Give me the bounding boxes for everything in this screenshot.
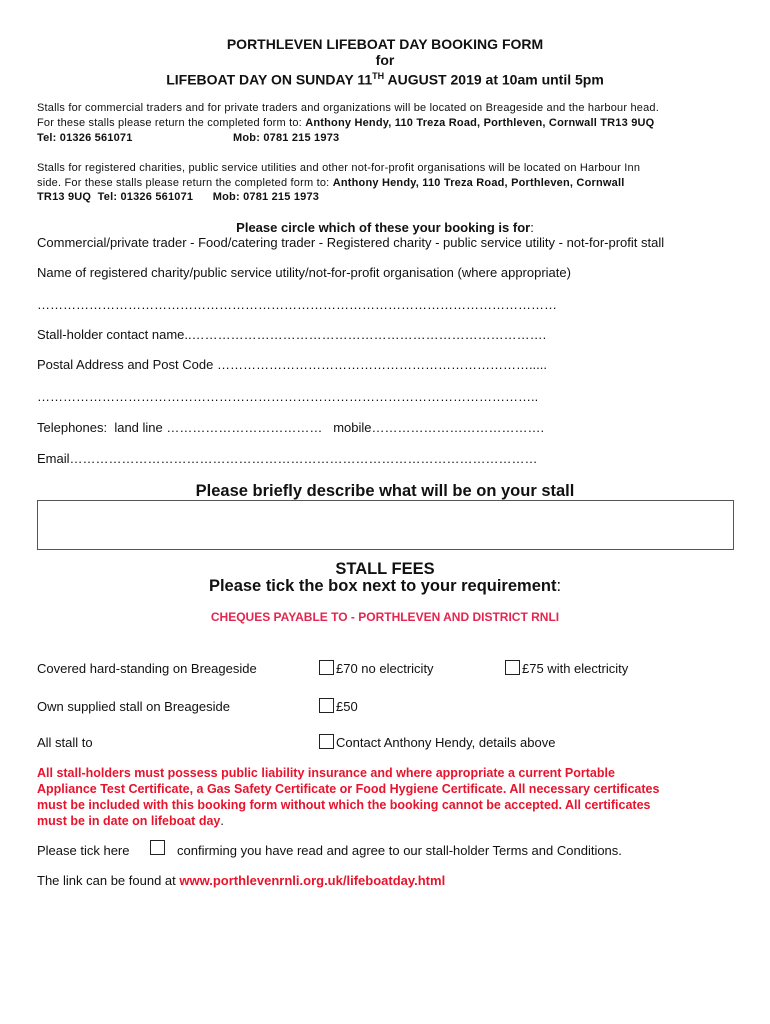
terms-checkbox[interactable] bbox=[150, 840, 165, 855]
checkbox-50[interactable] bbox=[319, 698, 334, 713]
org-name-label: Name of registered charity/public service utility/not-for-profit organisation (where appropriate) bbox=[37, 265, 571, 280]
warning-line-4 bbox=[37, 813, 737, 829]
warning-line-1: All stall-holders must possess public liability insurance and where appropriate a current Portable bbox=[37, 766, 615, 780]
email-field[interactable]: Email……………………………………………………………………………………………… bbox=[37, 451, 538, 466]
org-name-field[interactable]: ………………………………………………………………………………………………………… bbox=[37, 297, 557, 312]
option-contact-label: Contact Anthony Hendy, details above bbox=[336, 735, 556, 750]
postal-address-line-2[interactable]: …………………………………………………………………………………………………….. bbox=[37, 389, 539, 404]
terms-confirm-text: confirming you have read and agree to our stall-holder Terms and Conditions. bbox=[177, 843, 622, 858]
cheques-payable-note: CHEQUES PAYABLE TO - PORTHLEVEN AND DISTRICT RNLI bbox=[210, 610, 560, 624]
telephone-field[interactable]: Telephones: land line ……………………………… mobile…………………………………. bbox=[37, 420, 545, 435]
warning-line-4-text: must be in date on lifeboat day bbox=[37, 814, 221, 828]
describe-heading: Please briefly describe what will be on your stall bbox=[195, 482, 575, 500]
contact-name-field[interactable]: Stall-holder contact name..………………………………………………………………………. bbox=[37, 327, 547, 342]
option-70-label: £70 no electricity bbox=[336, 661, 434, 676]
circle-heading-text: Please circle which of these your booking is for bbox=[236, 220, 531, 235]
circle-heading bbox=[0, 220, 770, 236]
option-75-with-electricity[interactable] bbox=[505, 660, 628, 677]
option-50[interactable] bbox=[319, 698, 358, 715]
charity-address: Anthony Hendy, 110 Treza Road, Porthleven, Cornwall bbox=[332, 177, 625, 189]
charity-line-2 bbox=[37, 176, 737, 191]
stall-description-box[interactable] bbox=[37, 500, 734, 550]
warning-line-3: must be included with this booking form without which the booking cannot be accepted. All certificates bbox=[37, 798, 651, 812]
terms-link-line bbox=[37, 873, 445, 889]
stall-fees-heading: STALL FEES bbox=[335, 560, 435, 578]
tick-box-heading-text: Please tick the box next to your requirement bbox=[208, 577, 557, 595]
event-date-text: LIFEBOAT DAY ON SUNDAY 11 bbox=[166, 71, 373, 88]
circle-heading-colon: : bbox=[530, 220, 534, 235]
checkbox-contact[interactable] bbox=[319, 734, 334, 749]
event-date-heading bbox=[0, 68, 770, 89]
insurance-warning bbox=[37, 765, 737, 829]
checkbox-75[interactable] bbox=[505, 660, 520, 675]
terms-link[interactable]: www.porthlevenrnli.org.uk/lifeboatday.html bbox=[179, 873, 446, 888]
commercial-address: Anthony Hendy, 110 Treza Road, Porthleven, Cornwall TR13 9UQ bbox=[305, 117, 655, 129]
covered-standing-label: Covered hard-standing on Breageside bbox=[37, 661, 257, 676]
charity-line-1: Stalls for registered charities, public service utilities and other not-for-profit organisations will be located on Harbour Inn bbox=[37, 162, 641, 174]
commercial-tel: Tel: 01326 561071 bbox=[37, 132, 133, 144]
tick-here-label: Please tick here bbox=[37, 843, 130, 858]
date-suffix: TH bbox=[372, 71, 385, 81]
option-75-label: £75 with electricity bbox=[522, 661, 629, 676]
commercial-return-text: For these stalls please return the completed form to: bbox=[37, 117, 306, 129]
link-label: The link can be found at bbox=[37, 873, 180, 888]
commercial-line-1: Stalls for commercial traders and for private traders and organizations will be located on Breageside and the harbour head. bbox=[37, 102, 659, 114]
tick-box-heading-colon: : bbox=[556, 577, 562, 595]
postal-address-field[interactable]: Postal Address and Post Code ………………………………………………………………..... bbox=[37, 357, 548, 372]
checkbox-70[interactable] bbox=[319, 660, 334, 675]
commercial-mob: Mob: 0781 215 1973 bbox=[233, 132, 340, 144]
warning-line-2: Appliance Test Certificate, a Gas Safety Certificate or Food Hygiene Certificate. All necessary certificates bbox=[37, 782, 660, 796]
option-70-no-electricity[interactable] bbox=[319, 660, 434, 677]
booking-type-options[interactable]: Commercial/private trader - Food/catering trader - Registered charity - public service utility - not-for-profit stall bbox=[37, 235, 665, 250]
all-stall-label: All stall to bbox=[37, 735, 93, 750]
warning-line-4-end: . bbox=[220, 814, 224, 828]
event-time-text: AUGUST 2019 at 10am until 5pm bbox=[384, 71, 604, 88]
own-stall-label: Own supplied stall on Breageside bbox=[37, 699, 230, 714]
commercial-line-2 bbox=[37, 116, 737, 131]
form-title-for: for bbox=[375, 52, 395, 68]
charity-contact: TR13 9UQ Tel: 01326 561071 Mob: 0781 215 1973 bbox=[37, 191, 320, 203]
option-contact[interactable] bbox=[319, 734, 555, 751]
form-title: PORTHLEVEN LIFEBOAT DAY BOOKING FORM bbox=[226, 36, 544, 52]
tick-box-heading bbox=[0, 577, 770, 596]
option-50-label: £50 bbox=[336, 699, 358, 714]
charity-return-text: side. For these stalls please return the completed form to: bbox=[37, 177, 333, 189]
